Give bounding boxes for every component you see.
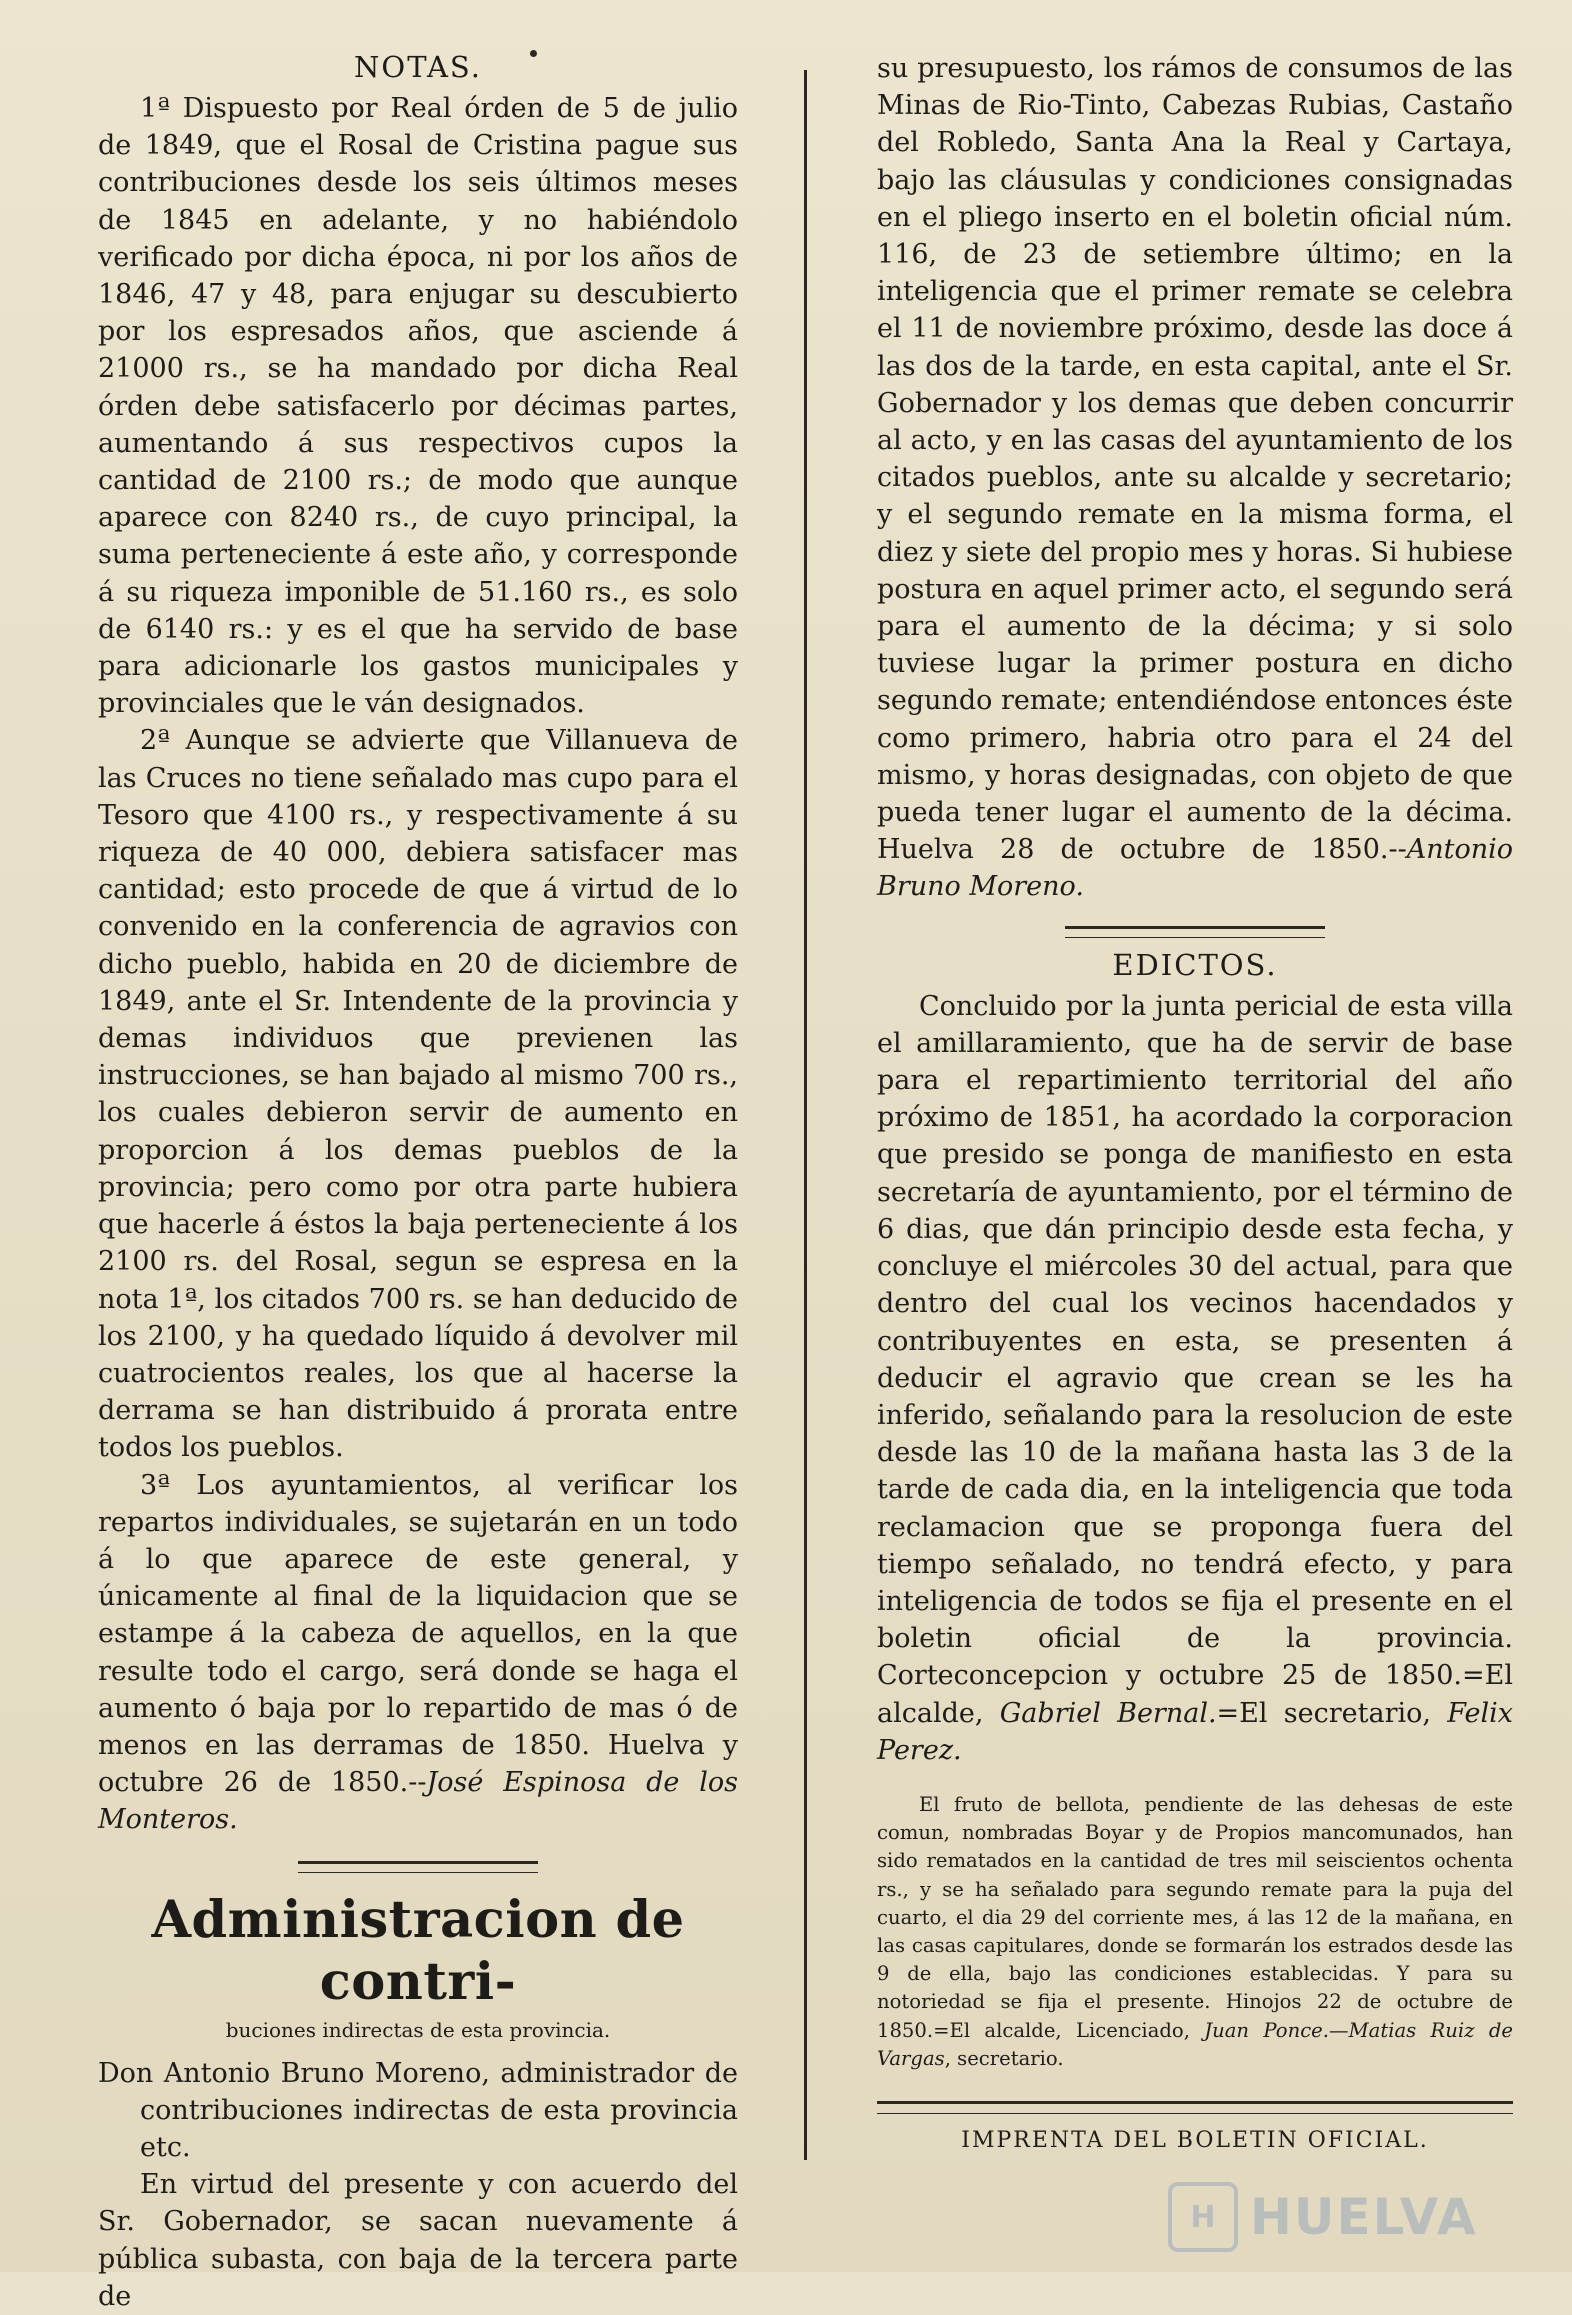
edicto-1-secretario: Felix Perez. [877, 1697, 1513, 1766]
nota-1: 1ª Dispuesto por Real órden de 5 de julio de 1849, que el Rosal de Cristina pague sus contribuciones desde los seis últimos meses de 1845 en adelante, y no habiéndolo verificado por dicha época, ni por los años de 1846, 47 y 48, para enjugar su descubierto por los espresados años, que asciende á 21000 rs., se ha mandado por dicha Real órden debe satisfacerlo por décimas partes, aumentando á sus respectivos cupos la cantidad de 2100 rs.; de modo que aunque aparece con 8240 rs., de cuyo principal, la suma perteneciente á este año, y corresponde á su riqueza imponible de 51.160 rs., es solo de 6140 rs.: y es el que ha servido de base para adicionarle los gastos municipales y provinciales que le ván designados. [98, 93, 738, 720]
edictos-heading: EDICTOS. [1112, 947, 1278, 982]
archive-watermark [1168, 2182, 1478, 2252]
edicto-1 [877, 988, 1513, 1769]
column-divider [804, 70, 807, 2160]
edicto-2-secretario: Matias Ruiz de Vargas [877, 2018, 1513, 2070]
subasta-continuation [877, 50, 1513, 906]
section-rule [1065, 926, 1325, 938]
edicto-1-mid: =El secretario, [1216, 1697, 1448, 1729]
left-column [98, 50, 738, 2315]
right-column [877, 50, 1513, 2153]
section-rule [298, 1861, 538, 1873]
seal-icon: H [1168, 2182, 1238, 2252]
edicto-2-tail: , secretario. [944, 2046, 1064, 2070]
admin-title: Administracion de contri- [151, 1889, 685, 2012]
admin-body: En virtud del presente y con acuerdo del Sr. Gobernador, se sacan nuevamente á pública subasta, con baja de la tercera parte de [98, 2169, 738, 2312]
edicto-2-text: El fruto de bellota, pendiente de las dehesas de este comun, nombradas Boyar y de Propios mancomunados, han sido rematados en la cantidad de tres mil seiscientos ochenta rs., y se ha señalado para segundo remate para la puja del cuarto, el dia 29 del corriente mes, á las 12 de la mañana, en las casas capitulares, donde se formarán los estrados desde las 9 de ella, bajo las condiciones establecidas. Y para su notoriedad se fija el presente. Hinojos 22 de octubre de 1850.=El alcalde, Licenciado, [877, 1792, 1513, 2042]
nota-3 [98, 1467, 738, 1839]
edicto-1-text: Concluido por la junta pericial de esta villa el amillaramiento, que ha de servir de base para el repartimiento territorial del año próximo de 1851, ha acordado la corporacion que presido se ponga de manifiesto en esta secretaría de ayuntamiento, por el término de 6 dias, que dán principio desde esta fecha, y concluye el miércoles 30 del actual, para que dentro del cual los vecinos hacendados y contribuyentes en esta, se presenten á deducir el agravio que crean se les ha inferido, señalando para la resolucion de este desde las 10 de la mañana hasta las 3 de la tarde de cada dia, en la inteligencia que toda reclamacion que se proponga fuera del tiempo señalado, no tendrá efecto, y para inteligencia de todos se fija el presente en el boletin oficial de la provincia. Corteconcepcion y octubre 25 de 1850.=El alcalde, [877, 990, 1513, 1729]
nota-2: 2ª Aunque se advierte que Villanueva de las Cruces no tiene señalado mas cupo para el Tesoro que 4100 rs., y respectivamente á su riqueza de 40 000, debiera satisfacer mas cantidad; esto procede de que á virtud de lo convenido en la conferencia de agravios con dicho pueblo, habida en 20 de diciembre de 1849, ante el Sr. Intendente de la provincia y demas individuos que previenen las instrucciones, se han bajado al mismo 700 rs., los cuales debieron servir de aumento en proporcion á los demas pueblos de la provincia; pero como por otra parte hubiera que hacerle á éstos la baja perteneciente á los 2100 rs. del Rosal, segun se espresa en la nota 1ª, los citados 700 rs. se han deducido de los 2100, y ha quedado líquido á devolver mil cuatrocientos reales, los que al hacerse la derrama se han distribuido á prorata entre todos los pueblos. [98, 725, 738, 1464]
admin-subtitle: buciones indirectas de esta provincia. [225, 2017, 611, 2042]
spacer [877, 1769, 1513, 1791]
edicto-2 [877, 1791, 1513, 2073]
admin-intro: Don Antonio Bruno Moreno, administrador de contribuciones indirectas de esta provincia etc. [98, 2057, 738, 2163]
watermark-text: HUELVA [1250, 2188, 1478, 2246]
nota-3-text: 3ª Los ayuntamientos, al verificar los repartos individuales, se sujetarán en un todo á lo que aparece de este general, y únicamente al final de la liquidacion que se estampe á la cabeza de aquellos, en la que resulte todo el cargo, será donde se haga el aumento ó baja por lo repartido de mas ó de menos en las derramas de 1850. Huelva y octubre 26 de 1850.-- [98, 1469, 738, 1799]
subasta-signature: Antonio Bruno Moreno. [877, 834, 1513, 903]
nota-3-signature: José Espinosa de los Monteros. [98, 1767, 738, 1836]
footer-rule [877, 2101, 1513, 2114]
edicto-1-alcalde: Gabriel Bernal. [999, 1697, 1217, 1729]
subasta-text: su presupuesto, los rámos de consumos de las Minas de Rio-Tinto, Cabezas Rubias, Castaño del Robledo, Santa Ana la Real y Cartaya, bajo las cláusulas y condiciones consignadas en el pliego inserto en el boletin oficial núm. 116, de 23 de setiembre último; en la inteligencia que el primer remate se celebra el 11 de noviembre próximo, desde las doce á las dos de la tarde, en esta capital, ante el Sr. Gobernador y los demas que deben concurrir al acto, y en las casas del ayuntamiento de los citados pueblos, ante su alcalde y secretario; y el segundo remate en la misma forma, el diez y siete del propio mes y horas. Si hubiese postura en aquel primer acto, el segundo será para el aumento de la décima; y si solo tuviese lugar la primer postura en dicho segundo remate; entendiéndose entonces éste como primero, habria otro para el 24 del mismo, y horas designadas, con objeto de que pueda tener lugar el aumento de la décima. Huelva 28 de octubre de 1850.-- [877, 53, 1514, 866]
imprint-footer: IMPRENTA DEL BOLETIN OFICIAL. [961, 2127, 1429, 2153]
notas-heading: NOTAS. [354, 50, 482, 84]
edicto-2-alcalde: Juan Ponce. [1204, 2018, 1329, 2042]
edicto-2-mid: — [1329, 2018, 1349, 2042]
